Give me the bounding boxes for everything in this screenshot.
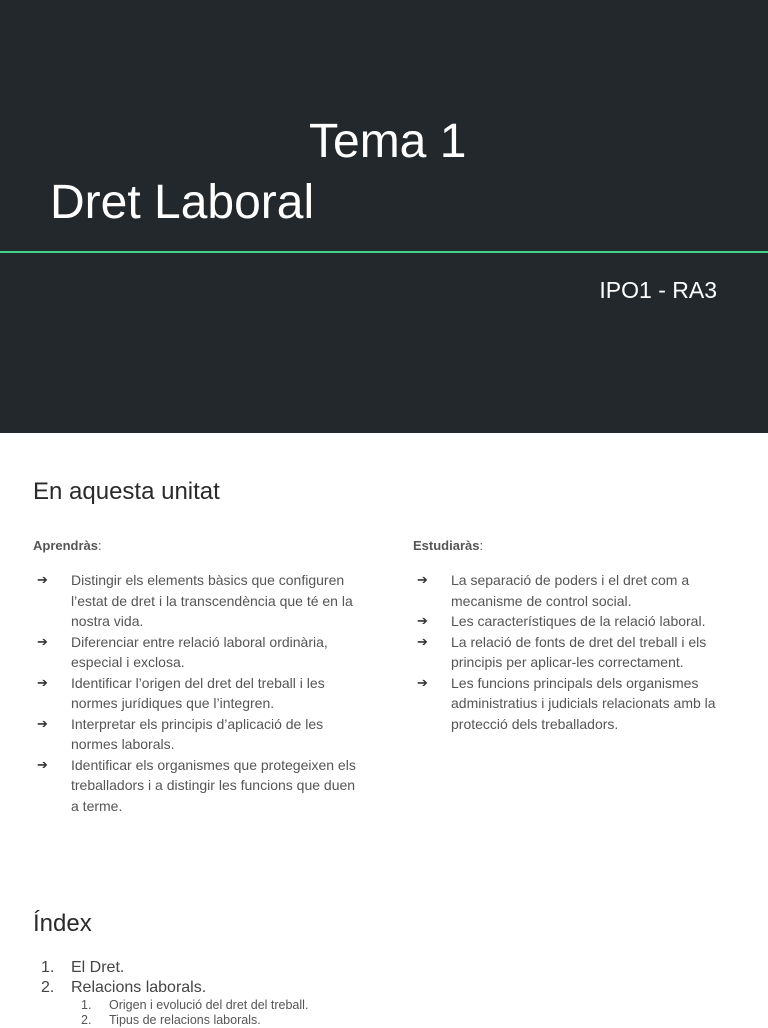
list-item: ➔ Diferenciar entre relació laboral ordinària, especial i exclosa. (37, 633, 328, 670)
index-item: 2. Relacions laborals. 1. Origen i evolució del dret del treball. 2. Tipus de relacions laborals. (41, 979, 309, 1027)
index-item: 1. El Dret. (41, 959, 125, 976)
slide-subject: Dret Laboral (50, 176, 315, 229)
slide-title: Tema 1 (309, 115, 467, 168)
study-list (413, 570, 738, 734)
arrow-right-icon: ➔ (417, 613, 428, 628)
arrow-right-icon: ➔ (37, 756, 48, 772)
cover-slide (0, 0, 768, 433)
accent-divider (0, 251, 768, 253)
arrow-right-icon: ➔ (37, 572, 48, 587)
learn-label: Aprendràs: (33, 538, 102, 553)
index-sub-item: 1. Origen i evolució del dret del treball. (81, 998, 309, 1012)
study-label: Estudiaràs: (413, 538, 484, 553)
index-heading: Índex (33, 910, 92, 937)
list-item: ➔ Les funcions principals dels organismes administratius i judicials relacionats amb la protecció dels treballadors. (417, 674, 716, 732)
arrow-right-icon: ➔ (37, 633, 48, 649)
slide-code: IPO1 - RA3 (599, 277, 717, 303)
index-list (33, 958, 308, 1028)
list-item: ➔ Identificar els organismes que protegeixen els treballadors i a distingir les funcions que duen a terme. (37, 756, 356, 814)
arrow-right-icon: ➔ (37, 674, 48, 690)
list-item: ➔ Les característiques de la relació laboral. (413, 611, 738, 632)
list-item: ➔ Distingir els elements bàsics que configuren l’estat de dret i la transcendència que té en la nostra vida. (37, 572, 353, 629)
list-item: ➔ Interpretar els principis d’aplicació de les normes laborals. (37, 715, 324, 752)
arrow-right-icon: ➔ (37, 715, 48, 731)
list-item: ➔ La separació de poders i el dret com a mecanisme de control social. (417, 572, 690, 609)
arrow-right-icon: ➔ (417, 674, 428, 690)
index-sub-item: 2. Tipus de relacions laborals. (81, 1013, 261, 1027)
list-item: ➔ La relació de fonts de dret del treball i els principis per aplicar-les correctament. (417, 633, 707, 670)
arrow-right-icon: ➔ (417, 572, 428, 587)
arrow-right-icon: ➔ (417, 633, 428, 649)
list-item: ➔ Identificar l’origen del dret del treball i les normes jurídiques que l’integren. (37, 674, 325, 711)
learn-list (33, 570, 363, 816)
unit-heading: En aquesta unitat (33, 478, 220, 505)
